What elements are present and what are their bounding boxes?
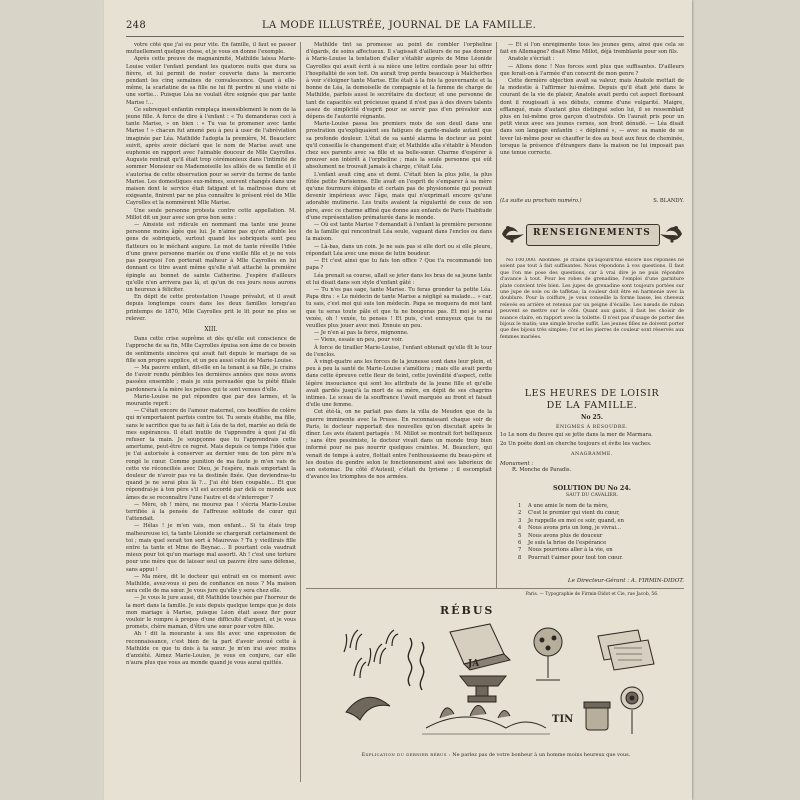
paragraph: — Où est tante Marise ? demandait à l'enfant la première personne de la famille qui rencontrait Léa seule, vaguant dans l'enclos ou dans la maison. <box>306 222 492 243</box>
paragraph: — Là-bas, dans un coin. Je ne sais pas si elle dort ou si elle pleure, répondait Léa avec une moue de lutin boudeur. <box>306 243 492 257</box>
solution-line: 1 A une amie le nom de ta mère, <box>518 503 609 509</box>
column-divider <box>496 42 497 588</box>
solution-line: 6 Je suis la brise de l'espérance <box>518 540 607 547</box>
paragraph: Après cette preuve de magnanimité, Mathilde laissa Marie-Louise voiler l'enfant pendant les quatorze nuits que dura sa fièvre, et lui permit de rester couverte dans la mercerie pendant les cinq semaines de convalescence. Quant à elle-même, la scarlatine de sa fille ne lui fit perdre ni une visite ni une sortie… Puisque Léa ne voulait être soignée que par tante Marise !… <box>126 56 296 106</box>
directeur-gerant: Le Directeur-Gérant : A. FIRMIN-DIDOT. <box>567 578 684 584</box>
explanation-label: Explication du dernier rébus : <box>361 752 451 758</box>
rebus-illustration <box>330 618 686 744</box>
open-book-icon <box>450 624 510 670</box>
rebus-explanation <box>306 752 686 758</box>
paragraph: — Et si l'on enrégimente tous les jeunes gens, ainsi que cela se fait en Allemagne? disait Mme Millot, déjà tremblante pour son fils. <box>500 42 684 56</box>
rebus-title: RÉBUS <box>440 604 495 617</box>
paragraph: — Ma mère, dit le docteur qui entrait en ce moment avec Mathilde, avez-vous si peu de confiance en nous ? Ma maison sera celle de ma sœur. Je vous jure qu'elle y sera chez elle. <box>126 573 296 595</box>
paragraph: Une seule personne protesta contre cette appellation. M. Millot dit un jour avec son gros bon sens : <box>126 207 296 221</box>
paragraph: — Ainsiste est ridicule en nommant ma tante une jeune personne moins âgée que lui. Je n'aime pas qu'on affuble les gens de sobriquets, surtout quand les sobriquets sont peu flatteurs ou le méchant augure. Le mot de tante réveille l'idée d'une grave personne mariée ou d'une vieille fille et je ne vois pas pourquoi l'on porterait malheur à Mlle Cayrolles en lui donnant ce titre avant même qu'elle n'ait attaché la première épingle au bonnet de sainte Catherine. J'espère d'ailleurs qu'elle n'en arrivera pas là, et qu'un de ces jours nous aurons un heureux à féliciter. <box>126 222 296 293</box>
solution-lines <box>518 503 678 562</box>
explanation-text: Ne parlez pas de votre bonheur à un homme moins heureux que vous. <box>452 752 631 758</box>
solution-line: 5 Nous avons plus de douceur <box>518 532 603 539</box>
fan-leaf-icon <box>346 697 390 720</box>
grass-tufts-icon <box>344 630 398 678</box>
paragraph: Cet été-là, on ne parlait pas dans la villa de Meudon que de la guerre imminente avec la Prusse. En reconnaissant chaque soir de Paris, le docteur rapportait des nouvelles qu'on discutait après le dîner. Les avis étaient partagés : M. Millot se montrait fort belliqueux ; sans être pessimiste, le docteur vivait dans un monde trop bien informé pour ne pas nourrir quelques craintes. M. Beauclerc, qui venait de temps à autre, flottait entre l'enthousiasme du beau-père et les doutes du gendre selon le fonctionnement aisé ses laborieux de son estomac. Du côté d'Auteuil, c'était du lyrisme ; il escomptait d'avance les triomphes de nos armées. <box>306 409 492 481</box>
story-footer <box>500 198 684 204</box>
header-rule <box>126 36 684 37</box>
solution-line: 4 Nous avons pris un long, je vivrai… <box>518 525 622 532</box>
paragraph: Dans cette crise suprême et dès qu'elle eut conscience de l'approche de sa fin, Mlle Cayrolles épuisa son âme de ce besoin de sentiments sincères qui avait fait depuis le mariage de sa fille son propre supplice, et un peu aussi celui de Marie-Louise. <box>126 336 296 364</box>
paragraph: — Je n'en ai pas la force, mignonne. <box>314 330 409 337</box>
jar-icon <box>584 702 610 730</box>
paragraph: votre côté que j'ai eu peur vite. En famille, il faut se passer mutuellement quelque chose, et je vous en donne l'exemple. <box>126 42 296 56</box>
paragraph: Marie-Louise passa les premiers mois de son deuil dans une prostration qu'expliquaient ses fatigues de garde-malade autant que sa profonde douleur. L'état de sa santé alarma le docteur au point qu'il conseilla le changement d'air, et Mathilde alla s'établir à Meudon chez ses parents avec sa fille et sa belle-sœur. Charme d'espérer à prouver son intérêt à l'orpheline ; mais la seule personne qui eût absolument ne trouvait jamais à charge, c'était Léa. <box>306 121 492 171</box>
column-divider <box>300 42 301 782</box>
renseignements-title: RENSEIGNEMENTS <box>533 228 651 238</box>
loisir-number: No 25. <box>580 414 603 421</box>
enigma-question: 2o Un poète dont on cherche toujours et évite les vaches. <box>500 441 652 447</box>
printer-imprint: Paris. — Typographie de Firmin-Didot et Cie, rue Jacob, 56. <box>525 592 659 597</box>
author-signature: S. BLANDY. <box>653 198 684 204</box>
floral-ornament-icon <box>658 222 684 246</box>
paragraph: Marie-Louise ne put répondre que par des larmes, et la mourante reprit : <box>126 393 296 407</box>
continued-note: (La suite au prochain numéro.) <box>500 198 582 204</box>
column-3 <box>500 42 684 210</box>
rebus-tin-label: TIN <box>552 714 574 725</box>
anagramme-label: ANAGRAMME. <box>571 452 613 457</box>
paragraph: Ce subrequet enfantin remplaça insensiblement le nom de la jeune fille. À force de dire à l'enfant : « Tu demanderas ceci à tante Marise, » on bien : « Tu vas te promener avec tante Marise ! » chacun fut amené peu à peu à user de l'abréviation imaginée par Léa. Mathilde l'adopta la première, M. Beauclerc suivit, après avoir déclaré que le nom de Marise avait une euphonie en rapport avec l'aimable douceur de Mlle Cayrolles. Auguste rentrait qu'il était trop cérémonieux dans l'intimité de sommer Monsieur ou Mademoiselle les alliés de sa famille et il s'autorisa de cette observation pour se servir du terme de tante Marise. Les domestiques eux-mêmes, souvent changés dans une maison dont le service était fatigant et la maîtresse dure et exigeante, finirent par ne plus connaître le présent réel de Mlle Cayrolles et la nommèrent Mlle Marise. <box>126 106 296 207</box>
paragraph: Mathilde tint sa promesse au point de combler l'orpheline d'égards, de soins affectueux. Il s'agissait d'ailleurs de ne pas donner à Marie-Louise la tentation d'aller s'établir auprès de Mme Léonide Cayrolles qui avait écrit à sa nièce une lettre cordiale pour lui offrir l'hospitalité de son toit. On aurait trop perdu beaucoup à Malcherbes à voir s'éloigner tante Marise. Elle était à la fois la gouvernante et la bonne de Léa, la demoiselle de compagnie et la femme de charge de Mathilde, parfois aussi le secrétaire du docteur, et une personne de tant de capacités sut précieuse quand il n'est pas à des divers talents assez de simplicité d'esprit pour se servir pas d'en prévaloir aux dépens de l'autorité régnante. <box>306 42 492 121</box>
solution-line: 2 C'est le premier qui vient du cœur, <box>518 510 620 517</box>
loisir-subtitle: ÉNIGMES À RÉSOUDRE. <box>556 425 628 430</box>
solution-line: 7 Nous pourrions aller à la vie, en <box>518 547 613 554</box>
paragraph: — Hélas ! je m'en vais, mon enfant… Si tu étais trop malheureuse ici, ta tante Léonide se chargerait certainement de toi ; mais quel serait ton sort à Maurevas ? Tu y vieillirais fille entre ta tante et Mme de Beynac… Il pourtant cela vaudrait mieux pour toi qu'un mariage mal assorti. Ah ! c'est une torture pour une mère que de laisser seul un pauvre être sans défense, sans appui ! <box>126 523 296 573</box>
renseignements-text <box>500 258 684 354</box>
loisir-title-1: LES HEURES DE LOISIR <box>524 388 660 399</box>
target-icon <box>621 687 643 734</box>
enigma-question: 1o Le nom du fleuve qui se jette dans la mer de Marmara. <box>500 432 653 438</box>
paragraph: — Mère, oh ! mère, ne mourez pas ! s'écria Marie-Louise terrifiée à la pensée de l'affreuse solitude de cœur qui l'attendait. <box>126 501 296 523</box>
solution-title: SOLUTION DU No 24. <box>552 484 632 492</box>
anvil-icon <box>460 676 506 702</box>
stacked-papers-icon <box>598 630 654 670</box>
paragraph: Cette dernière objection avait sa valeur, mais Anatole mettait de la modestie à l'affirmer lui-même. Depuis qu'il était jeté dans le courant de la vie de plaisir, Anatole avait perdu cet aspect florissant dont il rougissait à ses débuts, comme d'une vulgarité. Maigre, efflanqué, mais d'autant plus distingué selon lui, il se ressemblait plus en lui-même gros garçon d'autrefois. On l'aurait pris pour un petit vieux avec ses jeunes cernes, son front dénudé. — Léa disait dans son langage enfantin : « déplumé », — avec sa manie de se lever lui-même pour se chauffer le dos au bout aux feux de cheminée, lorsque la présence d'étrangers dans la maison ne lui imposait pas une tenue correcte. <box>500 78 684 157</box>
landscape-icon <box>422 705 550 734</box>
paragraph: No 100,000. Abonnée. Je crains qu'aujourd'hui encore nos réponses ne soient pas tout à fait suffisantes. Nous répondons à vos questions. Il faut que l'on me pose des questions, car à vrai dire je ne puis répondre d'avance à tout. Pour les robes de grenadine, l'emploi d'une garniture plate convient très bien. Les jupes de grenadine sont toujours portées sur une jupe de soie ou de taffetas; la couleur doit être en harmonie avec la doublure. Pour la coiffure, je vous conseille la forme basse, les cheveux relevés en arrière et retenus par un peigne d'écaille. Les nœuds de ruban peuvent se mettre sur le côté. Quant aux gants, il faut les choisir de nuance claire, en rapport avec la toilette. Il n'est pas d'usage de porter des bijoux le matin; une simple broche suffit. Les jeunes filles ne doivent porter que des bijoux très simples; l'or et les pierres de couleur sont réservés aux femmes mariées. <box>500 258 684 340</box>
ribbon-knot-icon <box>408 638 423 690</box>
rebus-ja-label: JA <box>468 659 480 669</box>
paragraph: À force de tirailler Marie-Louise, l'enfant obtenait qu'elle fît le tour de l'enclos. <box>306 344 492 358</box>
paragraph: À vingt-quatre ans les forces de la jeunesse sont dans leur plein, et peu à peu la santé de Marie-Louise s'améliora ; mais elle avait perdu dans cette épreuve cette fleur de teint, cette juvénilité d'aspect, cette légère insouciance qui sont les attributs de la jeune fille et qu'elle avait gardés jusqu'à la mort de sa mère, en dépit de ses chagrins intimes. Le sceau de la souffrance l'avait marquée au front et faisait d'elle une femme. <box>306 358 492 409</box>
paragraph: Ah ! dit la mourante à ses fils avec une expression de reconnaissance, c'est bien de ta part d'avoir avoué cette à Mathilde ce que tu dois à ta sœur. Je m'en irai avec moins d'anxiété. Aimez Marie-Louise, je vous en conjure, car elle n'aura plus que vous au monde quand je vous aurai quittés. <box>126 631 296 667</box>
paragraph: — Allons donc ! Nos forces sont plus que suffisantes. D'ailleurs que ferait-on à l'armée d'un conscrit de mon genre ? <box>500 63 684 77</box>
column-2 <box>306 42 492 592</box>
solution-line: 3 Je rappelle en moi ce soir, quand, en <box>518 517 624 524</box>
solution-line: 8 Pourrait t'aimer pour tout ton cœur. <box>518 554 623 561</box>
paragraph: Anatole s'écriait : <box>508 56 555 63</box>
monument-label: Monument : <box>500 461 534 467</box>
loisir-section <box>500 388 684 473</box>
journal-title: LA MODE ILLUSTRÉE, JOURNAL DE LA FAMILLE. <box>262 20 537 31</box>
loisir-title-2: DE LA FAMILLE. <box>546 400 638 411</box>
fruit-tree-icon <box>534 628 562 680</box>
paragraph: — Viens, essaie un peu, pour voir. <box>314 337 403 344</box>
column-1 <box>126 42 296 782</box>
page-number: 248 <box>126 20 146 31</box>
paragraph: En dépit de cette protestation l'usage prévalut, et il avait depuis longtemps cours dans les deux familles lorsqu'au printemps de 1870, Mlle Cayrolles prit le lit pour ne plus se relever. <box>126 294 296 322</box>
renseignements-banner <box>500 214 684 254</box>
paragraph: — Je vous le jure aussi, dit Mathilde touchée par l'horreur de la mort dans la famille. Je suis depuis quelque temps que je dois mon mariage à Marise, puisque Léon était assez fier pour vouloir le rompre à propos d'une difficulté d'argent, et je vous promets, chère maman, d'être une sœur pour votre fille. <box>126 595 296 631</box>
paragraph: — Tu n'es pas sage, tante Marise. Tu feras gronder ta petite Léa. Papa dira : « Le médecin de tante Marise a négligé sa malade… » car, tu sais, c'est moi qui suis ton médecin. Papa se moquera de moi tant que tu seras toute pâle et que tu ne bougeras pas. Et moi je serai vexée, oh ! vexée, tu penses ! Et puis, c'est ennuyeux que tu ne veuilles plus jouer avec moi. Ennuie un peu. <box>306 286 492 329</box>
monument-answer: R. Monche de Paradis. <box>512 467 572 473</box>
paragraph: — Et c'est ainsi que tu fais ton office ? Que t'a recommandé ton papa ? <box>306 258 492 272</box>
chapter-heading: XIII. <box>204 325 218 333</box>
paragraph: — C'était encore de l'amour maternel, ces bouffées de colère qui m'emportaient parfois contre toi. Tu serais établie, ma fille, sans le sacrifice que tu as fait à Léa de ta dot, mariée au delà de mes espérances. Il était inutile de t'apprendre à quoi j'ai dû refuser ta main. Je soupçonne que tu l'apprendrais cette amertume, peut-être ce regret. Mais depuis ce temps l'idée que je t'ai autorisée à conserver au dernier vœu de ton père m'a rongé le cœur. Comme punition de ma faute je m'en vais de cette vie réconciliée avec Dieu, je l'espère, mais emportant la douleur de n'avoir pas vu ta destinée fixée. Que deviendras-tu quand je ne serai plus là ?… J'ai été bien coupable… Et que répondrai-je à ton père s'il est accordé par delà ce monde aux âmes de se reconnaître l'une l'autre et de s'interroger ? <box>126 408 296 501</box>
paragraph: — Ma pauvre enfant, dit-elle en la tenant à sa fille, je crains de t'avoir rendu pénibles les dernières années que nous avons passées ensemble ; mais je suis persuadée que ta piété filiale pardonnera à la mère les peines qui te sont venues d'elle. <box>126 364 296 393</box>
running-header <box>126 20 686 34</box>
paragraph: L'enfant avait cinq ans et demi. C'était bien la plus jolie, la plus fûtée petite Parisienne. Elle avait en l'esprit de s'emparer à sa mère qu'une fourmure élégante et certain pas de physionomie qui pouvait devenir impérieux avec l'âge, mais qui n'exprimait encore qu'une adorable mutinerie. Les traits avaient la régularité de ceux de son père, avec ce charme affiné que donne aux enfants de Paris l'habitude d'une représentation prématurée dans le monde. <box>306 171 492 221</box>
paragraph: Léa prenait sa course, allait se jeter dans les bras de sa jeune tante et lui disait dans son style d'enfant gâté : <box>306 272 492 286</box>
solution-subtitle: SAUT DU CAVALIER. <box>565 493 619 498</box>
rebus-rule <box>306 588 684 589</box>
